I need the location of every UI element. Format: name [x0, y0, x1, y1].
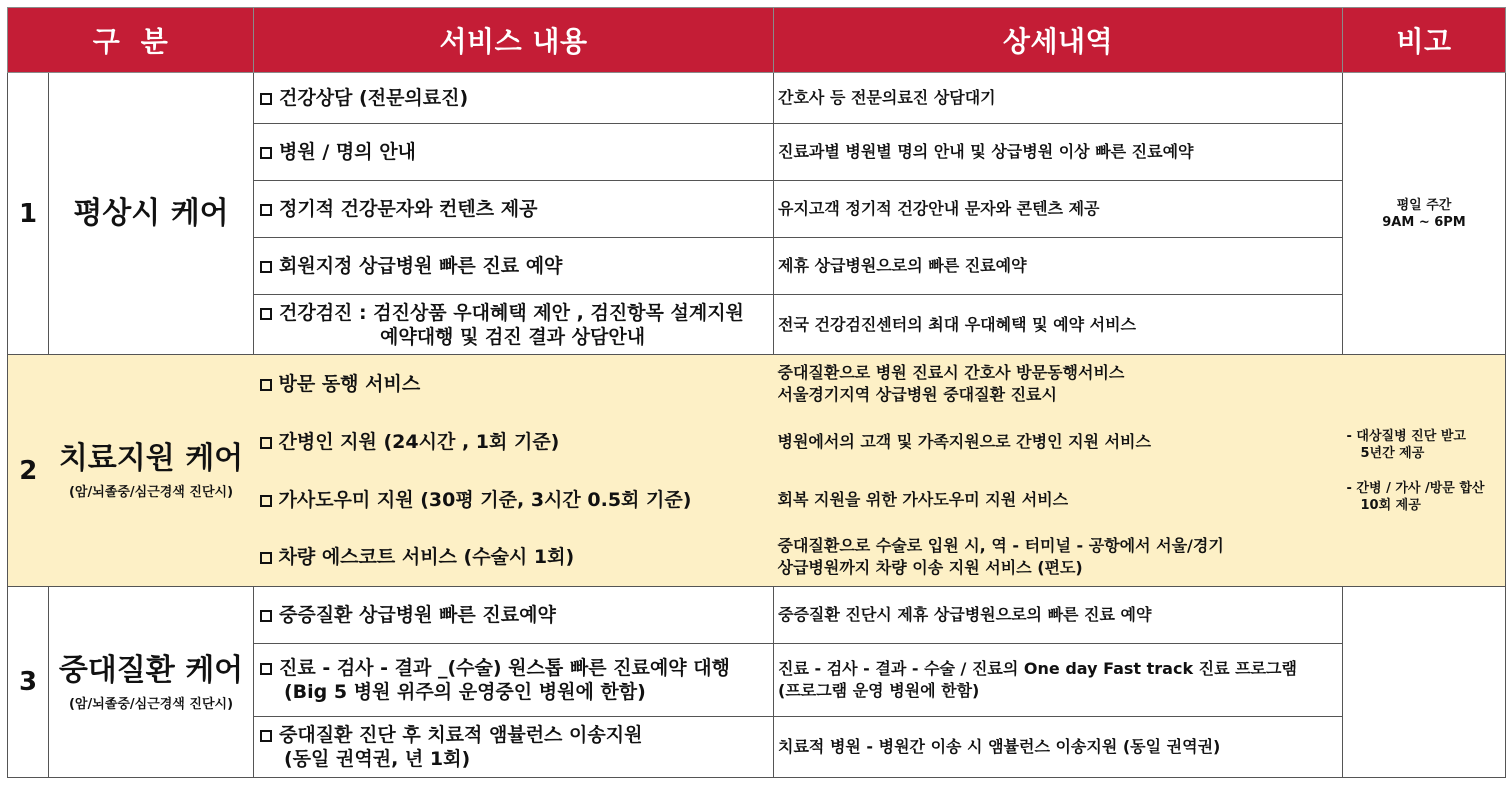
detail-cell: 간호사 등 전문의료진 상담대기: [774, 73, 1343, 124]
service-text: 가사도우미 지원 (30평 기준, 3시간 0.5회 기준): [278, 488, 692, 511]
header-note: 비고: [1343, 8, 1506, 73]
section-number: 2: [8, 355, 49, 587]
service-text: 진료 - 검사 - 결과 _(수술) 원스톱 빠른 진료예약 대행: [279, 657, 730, 679]
detail-cell: [774, 355, 1343, 413]
table-row: [8, 587, 1506, 644]
service-text-line2: (Big 5 병원 위주의 운영중인 병원에 한함): [284, 681, 646, 703]
service-text: 중증질환 상급병원 빠른 진료예약: [279, 604, 556, 626]
service-text: 건강상담 (전문의료진): [279, 87, 469, 109]
service-text: 차량 에스코트 서비스 (수술시 1회): [278, 546, 575, 569]
detail-cell: 진료과별 병원별 명의 안내 및 상급병원 이상 빠른 진료예약: [774, 124, 1343, 181]
service-cell: [254, 295, 774, 355]
service-text: 방문 동행 서비스: [278, 372, 421, 395]
service-cell: [254, 529, 774, 587]
checkbox-icon: [260, 147, 272, 159]
service-text-line2: (동일 권역권, 년 1회): [284, 748, 471, 770]
service-text: 건강검진 : 검진상품 우대혜택 제안 , 검진항목 설계지원: [279, 301, 744, 324]
note-line: - 대상질병 진단 받고: [1346, 428, 1466, 444]
service-cell: [254, 355, 774, 413]
detail-line: 중대질환으로 수술로 입원 시, 역 - 터미널 - 공항에서 서울/경기: [777, 536, 1224, 556]
detail-line: (프로그램 운영 병원에 한함): [778, 681, 980, 700]
table-row: [8, 73, 1506, 124]
section-category: [49, 587, 254, 778]
detail-line: 상급병원까지 차량 이송 지원 서비스 (편도): [777, 558, 1083, 578]
detail-cell: 제휴 상급병원으로의 빠른 진료예약: [774, 238, 1343, 295]
service-text: 정기적 건강문자와 컨텐츠 제공: [279, 198, 538, 220]
detail-cell: [774, 529, 1343, 587]
checkbox-icon: [260, 308, 272, 320]
section-note: [1343, 73, 1506, 355]
service-cell: [254, 124, 774, 181]
header-service: 서비스 내용: [254, 8, 774, 73]
section-number: 1: [8, 73, 49, 355]
table-row: [8, 355, 1506, 413]
detail-cell: 치료적 병원 - 병원간 이송 시 앰뷸런스 이송지원 (동일 권역권): [774, 717, 1343, 778]
detail-line: 중대질환으로 병원 진료시 간호사 방문동행서비스: [777, 362, 1125, 382]
service-cell: [254, 181, 774, 238]
service-text: 병원 / 명의 안내: [279, 141, 416, 163]
detail-cell: 회복 지원을 위한 가사도우미 지원 서비스: [774, 471, 1343, 529]
service-cell: [254, 238, 774, 295]
service-text: 간병인 지원 (24시간 , 1회 기준): [278, 430, 560, 453]
detail-cell: [774, 644, 1343, 717]
note-line: 10회 제공: [1360, 497, 1421, 513]
checkbox-icon: [260, 495, 272, 507]
checkbox-icon: [260, 261, 272, 273]
service-table: [7, 7, 1506, 778]
service-table-container: [7, 7, 1505, 778]
service-text-line2: 예약대행 및 검진 결과 상담안내: [380, 325, 646, 348]
detail-line: 진료 - 검사 - 결과 - 수술 / 진료의 One day Fast track 진료 프로그램: [778, 659, 1297, 678]
detail-cell: 전국 건강검진센터의 최대 우대혜택 및 예약 서비스: [774, 295, 1343, 355]
service-cell: [254, 644, 774, 717]
detail-cell: 병원에서의 고객 및 가족지원으로 간병인 지원 서비스: [774, 413, 1343, 471]
checkbox-icon: [260, 610, 272, 622]
checkbox-icon: [260, 379, 272, 391]
section-title: 중대질환 케어: [58, 652, 244, 688]
note-line: - 간병 / 가사 /방문 합산: [1346, 480, 1485, 496]
section-subtitle: (암/뇌졸중/심근경색 진단시): [68, 485, 234, 500]
service-cell: [254, 587, 774, 644]
note-line: 5년간 제공: [1360, 445, 1425, 461]
service-cell: [254, 717, 774, 778]
checkbox-icon: [260, 93, 272, 105]
checkbox-icon: [260, 437, 272, 449]
checkbox-icon: [260, 663, 272, 675]
detail-cell: 중증질환 진단시 제휴 상급병원으로의 빠른 진료 예약: [774, 587, 1343, 644]
service-cell: [254, 471, 774, 529]
section-subtitle: (암/뇌졸중/심근경색 진단시): [68, 696, 234, 712]
service-cell: [254, 413, 774, 471]
section-category: [49, 73, 254, 355]
note-line: 9AM ~ 6PM: [1382, 214, 1466, 230]
section-note: [1343, 355, 1506, 587]
checkbox-icon: [260, 730, 272, 742]
header-row: [8, 8, 1506, 73]
section-note: [1343, 587, 1506, 778]
section-category: [49, 355, 254, 587]
section-title: 치료지원 케어: [58, 441, 244, 476]
header-detail: 상세내역: [774, 8, 1343, 73]
detail-line: 서울경기지역 상급병원 중대질환 진료시: [777, 384, 1057, 404]
note-line: 평일 주간: [1396, 197, 1452, 213]
service-text: 회원지정 상급병원 빠른 진료 예약: [279, 255, 563, 277]
detail-cell: 유지고객 정기적 건강안내 문자와 콘텐츠 제공: [774, 181, 1343, 238]
checkbox-icon: [260, 204, 272, 216]
checkbox-icon: [260, 552, 272, 564]
service-cell: [254, 73, 774, 124]
section-number: 3: [8, 587, 49, 778]
section-title: 평상시 케어: [73, 195, 229, 231]
header-category: 구 분: [8, 8, 254, 73]
service-text: 중대질환 진단 후 치료적 앰뷸런스 이송지원: [279, 724, 643, 746]
